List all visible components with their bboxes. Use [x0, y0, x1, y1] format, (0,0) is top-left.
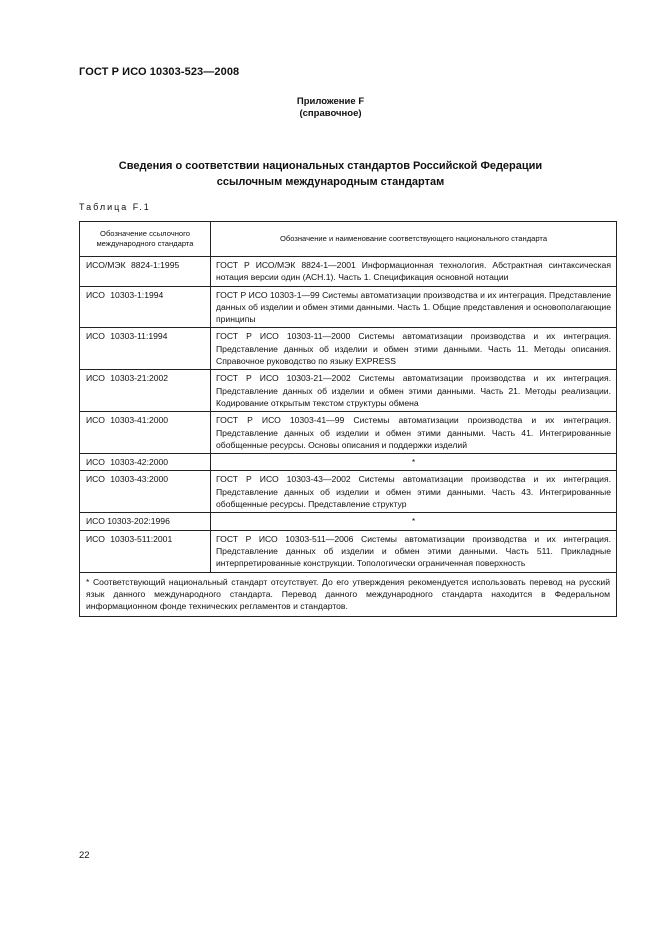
- national-standard: ГОСТ Р ИСО/МЭК 8824-1—2001 Информационная технология. Абстрактная синтаксическая нотация версии один (АСН.1). Часть 1. Спецификация основной нотации: [211, 257, 617, 287]
- table-row: [80, 412, 617, 454]
- reference-standard: ИСО 10303-511:2001: [80, 530, 211, 572]
- table-row: [80, 454, 617, 471]
- reference-standard: ИСО 10303-1:1994: [80, 286, 211, 328]
- national-standard: ГОСТ Р ИСО 10303-43—2002 Системы автоматизации производства и их интеграция. Представление данных об изделии и обмен этими данными. Часть 43. Интегрированные обобщенные ресурсы. Представление структур: [211, 471, 617, 513]
- section-title-line-2: ссылочным международным стандартам: [216, 176, 445, 188]
- table-row: [80, 328, 617, 370]
- national-standard: ГОСТ Р ИСО 10303-21—2002 Системы автоматизации производства и их интеграция. Представление данных об изделии и обмен этими данными. Часть 21. Методы реализации. Кодирование открытым текстом структуры обмена: [211, 370, 617, 412]
- column-header-reference: Обозначение ссылочного международного стандарта: [80, 222, 211, 257]
- national-standard: ГОСТ Р ИСО 10303-1—99 Системы автоматизации производства и их интеграция. Представление данных об изделии и обмен этими данными. Часть 1. Общие представления и основополагающие принципы: [211, 286, 617, 328]
- annex-type: (справочное): [299, 108, 362, 119]
- table-row: [80, 286, 617, 328]
- table-row: [80, 370, 617, 412]
- table-footnote: * Соответствующий национальный стандарт отсутствует. До его утверждения рекомендуется использовать перевод на русский язык данного международного стандарта. Перевод данного международного стандарта находится в Федеральном информационном фонде технических регламентов и стандартов.: [80, 572, 617, 617]
- national-standard: ГОСТ Р ИСО 10303-41—99 Системы автоматизации производства и их интеграция. Представление данных об изделии и обмен этими данными. Часть 41. Интегрированные обобщенные ресурсы. Основы описания и поддержки изделий: [211, 412, 617, 454]
- column-header-national: Обозначение и наименование соответствующего национального стандарта: [211, 222, 617, 257]
- reference-standard: ИСО 10303-42:2000: [80, 454, 211, 471]
- standards-correspondence-table: [79, 221, 617, 617]
- reference-standard: ИСО 10303-21:2002: [80, 370, 211, 412]
- table-row: [80, 513, 617, 530]
- reference-standard: ИСО/МЭК 8824-1:1995: [80, 257, 211, 287]
- table-header-row: [80, 222, 617, 257]
- table-row: [80, 530, 617, 572]
- table-footnote-row: [80, 572, 617, 617]
- reference-standard: ИСО 10303-41:2000: [80, 412, 211, 454]
- reference-standard: ИСО 10303-11:1994: [80, 328, 211, 370]
- national-standard: ГОСТ Р ИСО 10303-511—2006 Системы автоматизации производства и их интеграция. Представление данных об изделии и обмен этими данными. Часть 511. Прикладные интерпретированные конструкции. Топологически ограниченная поверхность: [211, 530, 617, 572]
- section-title: [60, 158, 601, 190]
- document-code: ГОСТ Р ИСО 10303-523—2008: [79, 66, 240, 78]
- national-standard: ГОСТ Р ИСО 10303-11—2000 Системы автоматизации производства и их интеграция. Представление данных об изделии и обмен этими данными. Часть 11. Методы описания. Справочное руководство по языку EXPRESS: [211, 328, 617, 370]
- table-label: Таблица F.1: [79, 202, 151, 212]
- reference-standard: ИСО 10303-43:2000: [80, 471, 211, 513]
- table-row: [80, 257, 617, 287]
- section-title-line-1: Сведения о соответствии национальных стандартов Российской Федерации: [118, 160, 543, 172]
- national-standard-absent-marker: *: [211, 454, 617, 471]
- reference-standard: ИСО 10303-202:1996: [80, 513, 211, 530]
- table-row: [80, 471, 617, 513]
- annex-title: Приложение F: [296, 96, 365, 107]
- page-number: 22: [79, 850, 90, 861]
- national-standard-absent-marker: *: [211, 513, 617, 530]
